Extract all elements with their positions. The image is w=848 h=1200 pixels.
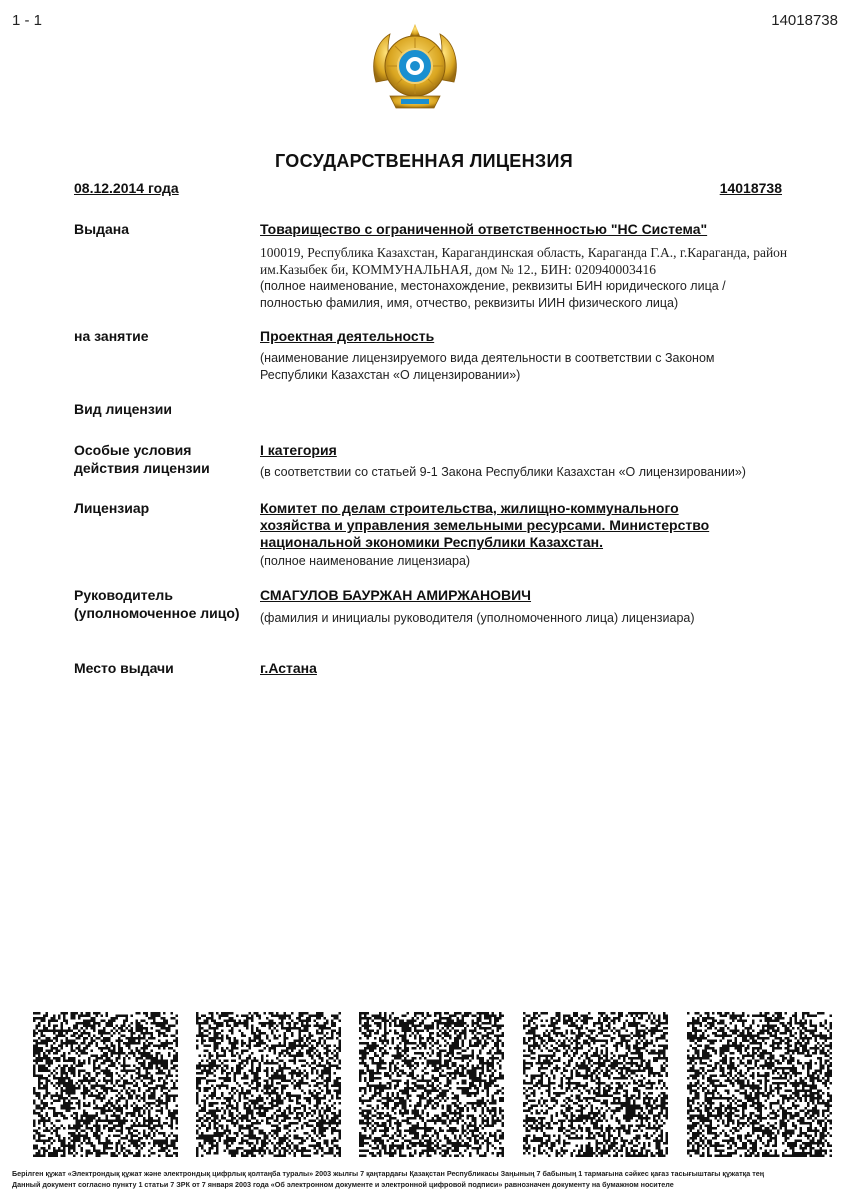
qr-code-1 xyxy=(33,1012,178,1157)
special-conditions-label-2: действия лицензии xyxy=(74,460,210,476)
head-value: СМАГУЛОВ БАУРЖАН АМИРЖАНОВИЧ xyxy=(260,587,532,603)
activity-note-1: (наименование лицензируемого вида деятельности в соответствии с Законом xyxy=(260,351,715,365)
licensor-value-2: хозяйства и управления земельными ресурсами. Министерство xyxy=(260,517,710,533)
state-emblem-icon xyxy=(368,22,462,114)
place-value: г.Астана xyxy=(260,660,317,676)
licensor-label: Лицензиар xyxy=(74,500,150,516)
document-title: ГОСУДАРСТВЕННАЯ ЛИЦЕНЗИЯ xyxy=(275,151,573,171)
issued-to-value: Товарищество с ограниченной ответственностью "НС Система" xyxy=(260,221,708,237)
header-number: 14018738 xyxy=(771,12,838,29)
head-label-2: (уполномоченное лицо) xyxy=(74,605,240,621)
qr-code-4 xyxy=(523,1012,668,1157)
issued-to-label: Выдана xyxy=(74,221,129,237)
activity-note-2: Республики Казахстан «О лицензировании») xyxy=(260,368,521,382)
place-label: Место выдачи xyxy=(74,660,174,676)
license-type-label: Вид лицензии xyxy=(74,401,173,417)
qr-code-5 xyxy=(687,1012,832,1157)
footer-line-2: Данный документ согласно пункту 1 статьи 7 ЗРК от 7 января 2003 года «Об электронном документе и электронной цифровой подписи» равнозначен документу на бумажном носителе xyxy=(12,1180,674,1189)
issued-to-note-1: (полное наименование, местонахождение, реквизиты БИН юридического лица / xyxy=(260,279,726,293)
special-conditions-label-1: Особые условия xyxy=(74,442,192,458)
head-label-1: Руководитель xyxy=(74,587,173,603)
footer-line-1: Берілген құжат «Электрондық құжат және электрондық цифрлық қолтаңба туралы» 2003 жылғы 7 қаңтардағы Қазақстан Республикасы Заңының 7 бабының 1 тармағына сәйкес қағаз тасығыштағы құжатқа тең xyxy=(12,1169,765,1178)
special-conditions-value: I категория xyxy=(260,442,337,458)
issued-to-note-2: полностью фамилия, имя, отчество, реквизиты ИИН физического лица) xyxy=(260,296,679,310)
licensor-note: (полное наименование лицензиара) xyxy=(260,554,471,568)
address-line-1: 100019, Республика Казахстан, Карагандинская область, Караганда Г.А., г.Караганда, район xyxy=(260,245,788,260)
activity-label: на занятие xyxy=(74,328,149,344)
qr-code-3 xyxy=(359,1012,504,1157)
page-indicator: 1 - 1 xyxy=(12,12,43,29)
head-note: (фамилия и инициалы руководителя (уполномоченного лица) лицензиара) xyxy=(260,611,695,625)
special-conditions-note: (в соответствии со статьей 9-1 Закона Республики Казахстан «О лицензировании») xyxy=(260,465,746,479)
licensor-value-1: Комитет по делам строительства, жилищно-коммунального xyxy=(260,500,679,516)
qr-code-2 xyxy=(196,1012,341,1157)
document-number: 14018738 xyxy=(719,180,782,196)
address-line-2: им.Казыбек би, КОММУНАЛЬНАЯ, дом № 12., БИН: 020940003416 xyxy=(260,262,657,277)
activity-value: Проектная деятельность xyxy=(260,328,435,344)
licensor-value-3: национальной экономики Республики Казахстан. xyxy=(260,534,604,550)
document-date: 08.12.2014 года xyxy=(74,180,179,196)
